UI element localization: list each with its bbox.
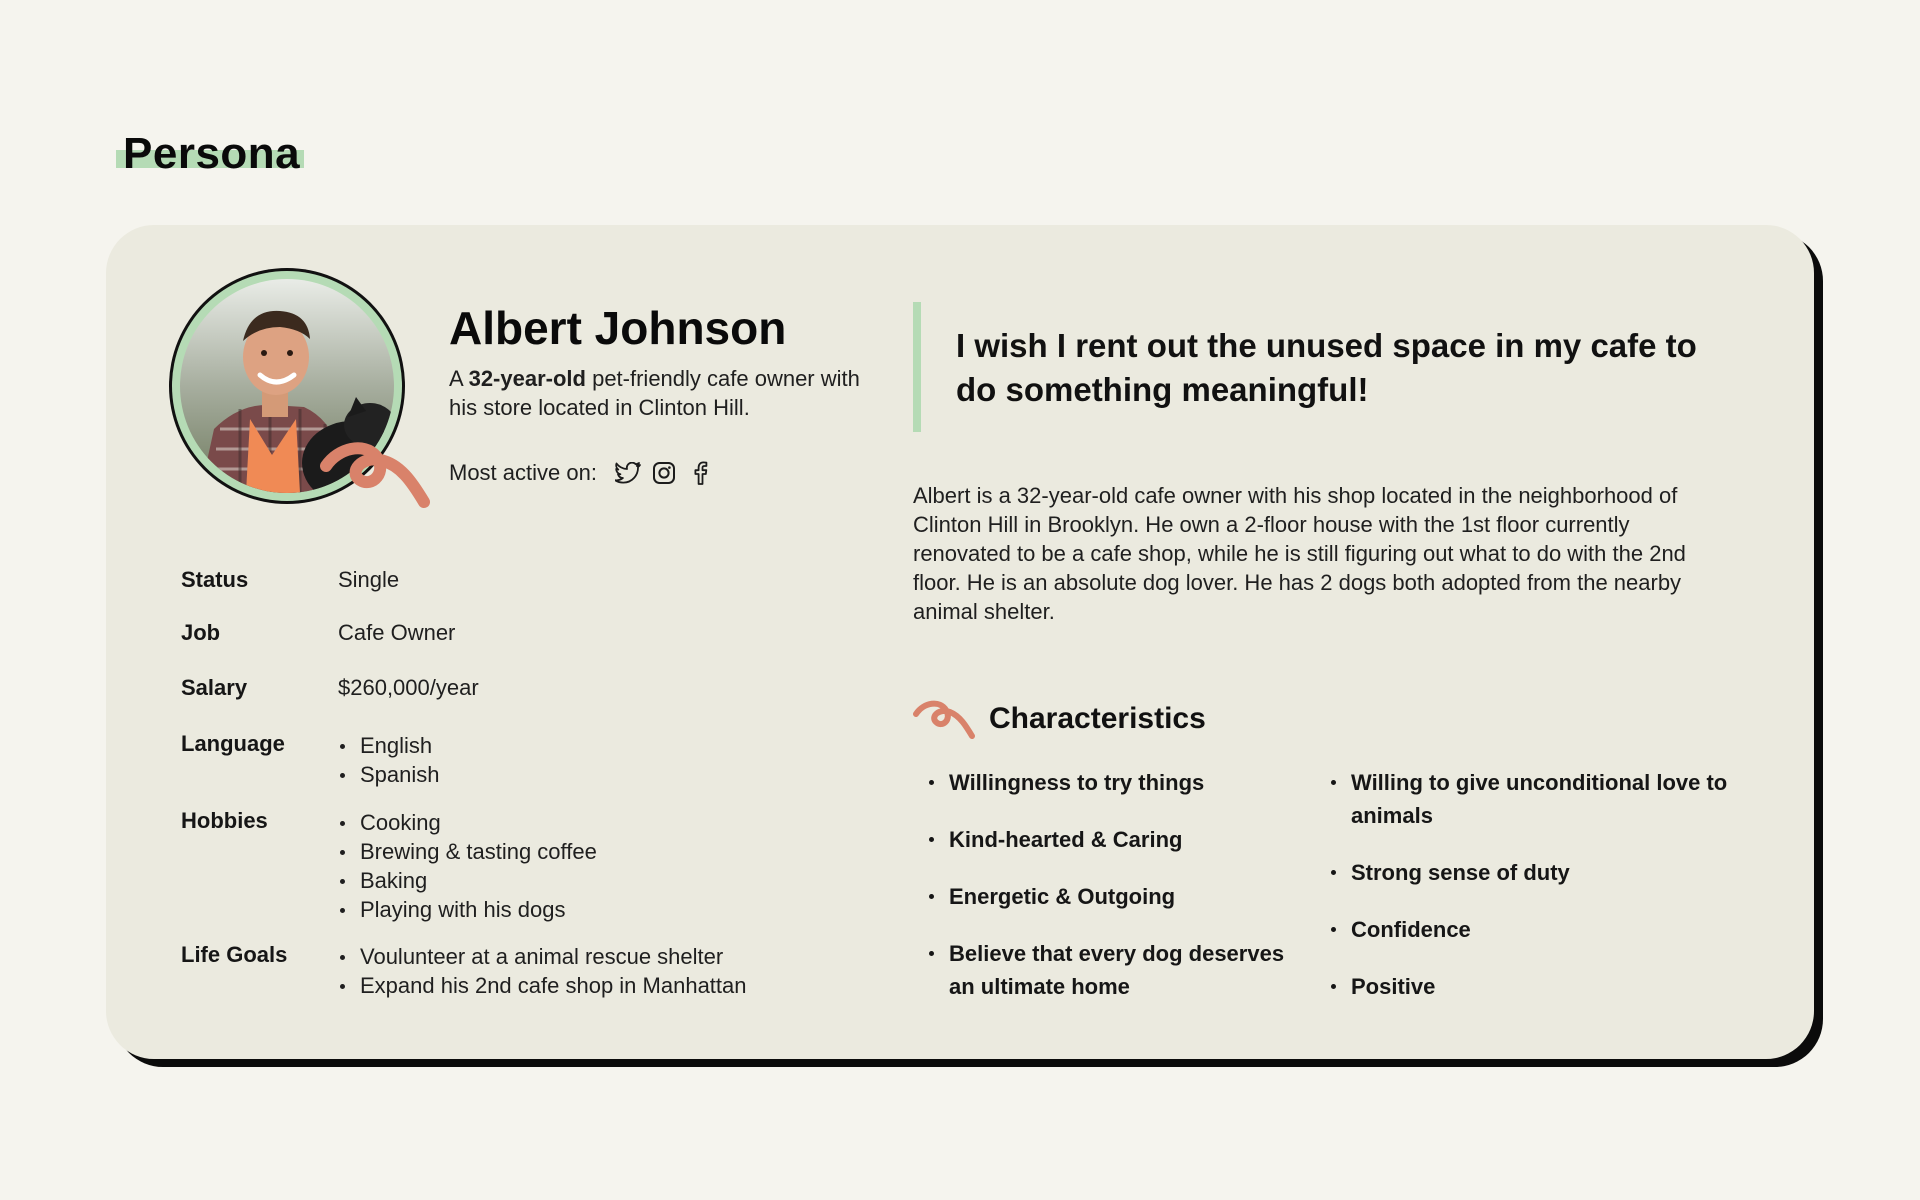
list-item: Voulunteer at a animal rescue shelter [338,942,747,971]
list-item: Brewing & tasting coffee [338,837,597,866]
most-active-row [449,460,713,486]
characteristics-title: Characteristics [989,702,1206,735]
list-item: Strong sense of duty [1315,856,1735,889]
life-goals-list [338,942,747,1000]
list-item: Kind-hearted & Caring [913,823,1313,856]
list-item: Positive [1315,970,1735,1003]
facebook-icon[interactable] [687,460,713,486]
summary-suffix: pet-friendly cafe owner with his store located in Clinton Hill. [449,366,860,420]
status-value: Single [338,567,400,592]
job-value: Cafe Owner [338,620,456,645]
status-label: Status [181,567,249,592]
quote-bar [913,302,921,432]
characteristics-list-right [1315,766,1735,1027]
language-label: Language [181,731,285,756]
twitter-icon[interactable] [615,460,641,486]
persona-name: Albert Johnson [449,302,787,354]
list-item: Playing with his dogs [338,895,597,924]
page-title: Persona [123,129,301,178]
persona-quote: I wish I rent out the unused space in my cafe to do something meaningful! [956,327,1697,408]
hobbies-label: Hobbies [181,808,268,833]
characteristics-list-left [913,766,1313,1027]
summary-prefix: A [449,366,469,391]
persona-bio: Albert is a 32-year-old cafe owner with his shop located in the neighborhood of Clinton Hill in Brooklyn. He own a 2-floor house with the 1st floor currently renovated to be a cafe shop, while he is still figuring out what to do with the 2nd floor. He is an absolute dog lover. He has 2 dogs both adopted from the nearby animal shelter. [913,483,1686,624]
list-item: English [338,731,440,760]
list-item: Cooking [338,808,597,837]
list-item: Believe that every dog deserves an ultimate home [913,937,1313,1003]
list-item: Willingness to try things [913,766,1313,799]
summary-age: 32-year-old [468,366,586,391]
list-item: Energetic & Outgoing [913,880,1313,913]
list-item: Confidence [1315,913,1735,946]
salary-label: Salary [181,675,248,700]
squiggle-decoration [320,432,432,510]
job-label: Job [181,620,221,645]
list-item: Baking [338,866,597,895]
squiggle-icon [912,696,976,740]
list-item: Spanish [338,760,440,789]
instagram-icon[interactable] [651,460,677,486]
list-item: Willing to give unconditional love to animals [1315,766,1735,832]
social-links [615,460,713,486]
salary-value: $260,000/year [338,675,479,700]
list-item: Expand his 2nd cafe shop in Manhattan [338,971,747,1000]
persona-summary [449,364,869,422]
language-list [338,731,440,789]
hobbies-list [338,808,597,924]
life-goals-label: Life Goals [181,942,288,967]
page-heading [116,128,300,180]
most-active-label: Most active on: [449,460,597,485]
